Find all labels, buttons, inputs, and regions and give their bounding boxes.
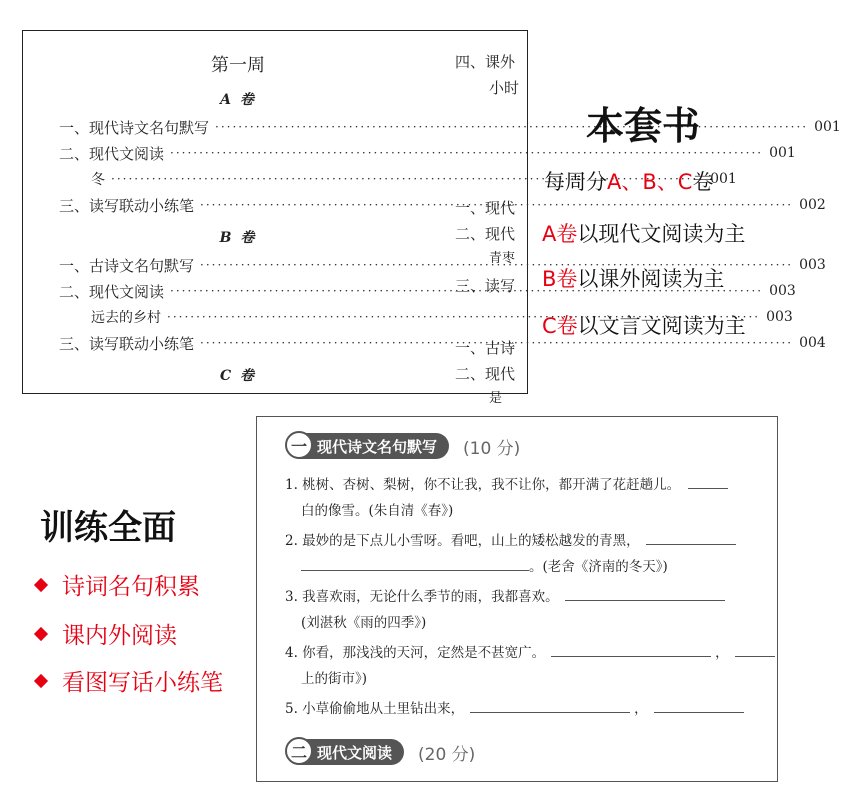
toc-fragment: 是: [489, 391, 503, 406]
promo-line-2: A卷以现代文阅读为主: [542, 222, 746, 246]
training-item: 看图写话小练笔: [36, 664, 223, 697]
question-4-cont: 上的街市》): [301, 671, 368, 687]
section-score: (10 分): [463, 438, 521, 459]
toc-item: 三、读写联动小练笔 ····· 002: [59, 195, 419, 215]
toc-fragment: 小时: [489, 79, 520, 97]
toc-title: 第一周: [211, 55, 265, 76]
question-3-cont: (刘湛秋《雨的四季》): [301, 615, 427, 631]
training-item: 诗词名句积累: [36, 568, 200, 601]
promo-line-3: B卷以课外阅读为主: [542, 267, 725, 291]
question-4: 4. 你看，那浅浅的天河，定然是不甚宽广。 ，: [285, 641, 775, 661]
question-1: 1. 桃树、杏树、梨树，你不让我，我不让你，都开满了花赶趟儿。: [285, 473, 728, 493]
question-5: 5. 小草偷偷地从土里钻出来， ，: [285, 697, 744, 717]
toc-item: 一、现代诗文名句默写 ····· 001: [59, 117, 419, 137]
toc-fragment: 四、课外: [455, 53, 516, 71]
toc-item: 二、现代文阅读 ····· 003: [59, 281, 419, 301]
volume-c-heading: C 卷: [219, 368, 257, 384]
toc-subitem: 冬 ····· 001: [91, 169, 419, 189]
section-pill: 一 现代诗文名句默写: [287, 433, 449, 459]
toc-right-column: [455, 31, 535, 406]
section-1-heading: [287, 433, 520, 459]
volume-b-heading: B 卷: [219, 230, 257, 246]
volume-a-heading: A 卷: [220, 92, 256, 108]
toc-subitem: 远去的乡村 ····· 003: [91, 307, 419, 327]
toc-fragment: 一、古诗: [455, 339, 516, 357]
toc-fragment: 一、现代: [455, 199, 516, 217]
toc-fragment: 三、读写: [455, 277, 516, 295]
training-title: 训练全面: [40, 508, 176, 548]
section-score: (20 分): [418, 744, 476, 765]
promo-line-1: 每周分A、B、C卷: [544, 170, 714, 194]
promo-line-4: C卷以文言文阅读为主: [542, 314, 746, 338]
toc-item: 二、现代文阅读 ····· 001: [59, 143, 419, 163]
diamond-bullet-icon: [34, 673, 48, 687]
question-2-cont: 。(老舍《济南的冬天》): [301, 555, 668, 575]
section-pill: 二 现代文阅读: [287, 739, 404, 765]
toc-item: 三、读写联动小练笔 ····· 004: [59, 333, 419, 353]
question-2: 2. 最妙的是下点儿小雪呀。看吧，山上的矮松越发的青黑，: [285, 529, 736, 549]
diamond-bullet-icon: [34, 626, 48, 640]
question-3: 3. 我喜欢雨，无论什么季节的雨，我都喜欢。: [285, 585, 725, 605]
training-item: 课内外阅读: [36, 617, 177, 650]
toc-item: 一、古诗文名句默写 ····· 003: [59, 255, 419, 275]
promo-title: 本套书: [586, 104, 701, 148]
toc-fragment: 青枣: [489, 251, 516, 266]
section-2-heading: [287, 739, 475, 765]
section-number: 一: [285, 431, 313, 459]
toc-fragment: 二、现代: [455, 365, 516, 383]
section-number: 二: [285, 737, 313, 765]
diamond-bullet-icon: [34, 577, 48, 591]
toc-fragment: 二、现代: [455, 225, 516, 243]
question-1-cont: 白的像雪。(朱自清《春》): [301, 503, 454, 519]
exercise-preview: [256, 416, 778, 782]
